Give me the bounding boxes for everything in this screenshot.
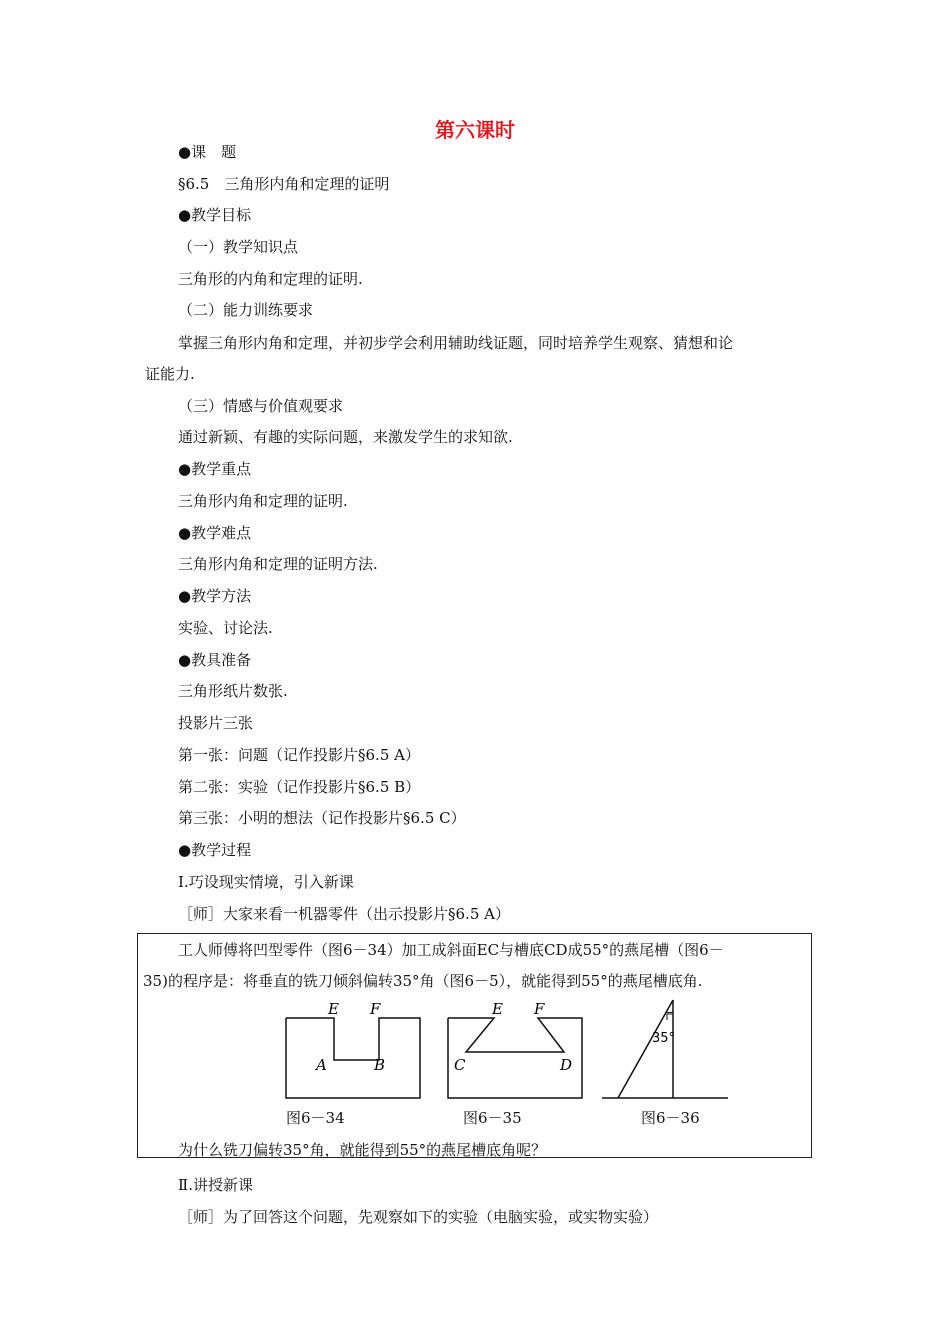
slide-item-1: 第一张：问题（记作投影片§6.5 A） (178, 746, 420, 764)
section-heading-goals: ●教学目标 (178, 206, 252, 224)
fig36-angle-label: 35° (652, 1031, 676, 1046)
caption-6-36: 图6－36 (641, 1109, 700, 1127)
emotion-text: 通过新颖、有趣的实际问题，来激发学生的求知欲. (178, 428, 513, 446)
section-heading-method: ●教学方法 (178, 587, 252, 605)
ability-text-line1: 掌握三角形内角和定理，并初步学会利用辅助线证题，同时培养学生观察、猜想和论 (178, 334, 734, 352)
slide-item-2: 第二张：实验（记作投影片§6.5 B） (178, 778, 421, 796)
figure-6-35 (446, 998, 586, 1110)
problem-text-line1: 工人师傅将凹型零件（图6－34）加工成斜面EC与槽底CD成55°的燕尾槽（图6－ (178, 941, 724, 959)
problem-box (137, 933, 812, 1158)
section-heading-difficulty: ●教学难点 (178, 524, 252, 542)
ability-text-line2: 证能力. (145, 365, 195, 383)
fig35-label-e: E (492, 1000, 503, 1018)
key-text: 三角形内角和定理的证明. (178, 492, 348, 510)
subheading-emotion: （三）情感与价值观要求 (178, 397, 344, 415)
section-heading-process: ●教学过程 (178, 841, 252, 859)
lesson-topic: §6.5 三角形内角和定理的证明 (178, 175, 390, 193)
subheading-ability: （二）能力训练要求 (178, 301, 314, 319)
tools-text-1: 三角形纸片数张. (178, 682, 288, 700)
fig34-label-e: E (328, 1000, 339, 1018)
fig34-label-f: F (370, 1000, 381, 1018)
method-text: 实验、讨论法. (178, 619, 273, 637)
figure-6-34 (284, 998, 424, 1110)
fig35-label-c: C (454, 1056, 466, 1074)
fig35-label-f: F (534, 1000, 545, 1018)
fig34-label-b: B (374, 1056, 386, 1074)
page-title: 第六课时 (435, 118, 515, 142)
difficulty-text: 三角形内角和定理的证明方法. (178, 555, 378, 573)
teacher-line-1: ［师］大家来看一机器零件（出示投影片§6.5 A） (178, 905, 510, 923)
tools-text-2: 投影片三张 (178, 714, 254, 732)
caption-6-35: 图6－35 (463, 1109, 522, 1127)
fig35-label-d: D (560, 1056, 573, 1074)
section-heading-topic: ●课 题 (178, 143, 237, 161)
slide-item-3: 第三张：小明的想法（记作投影片§6.5 C） (178, 809, 466, 827)
process-step-2: Ⅱ.讲授新课 (178, 1176, 253, 1194)
subheading-knowledge: （一）教学知识点 (178, 238, 299, 256)
problem-text-line2: 35)的程序是：将垂直的铣刀倾斜偏转35°角（图6－5），就能得到55°的燕尾槽底角. (143, 972, 703, 990)
figure-6-36 (602, 998, 742, 1110)
caption-6-34: 图6－34 (286, 1109, 345, 1127)
process-step-1: Ⅰ.巧设现实情境，引入新课 (178, 873, 354, 891)
section-heading-key: ●教学重点 (178, 460, 252, 478)
knowledge-text: 三角形的内角和定理的证明. (178, 270, 363, 288)
section-heading-tools: ●教具准备 (178, 651, 252, 669)
fig34-label-a: A (316, 1056, 327, 1074)
teacher-line-2: ［师］为了回答这个问题，先观察如下的实验（电脑实验，或实物实验） (178, 1208, 659, 1226)
problem-question: 为什么铣刀偏转35°角，就能得到55°的燕尾槽底角呢？ (178, 1141, 547, 1159)
